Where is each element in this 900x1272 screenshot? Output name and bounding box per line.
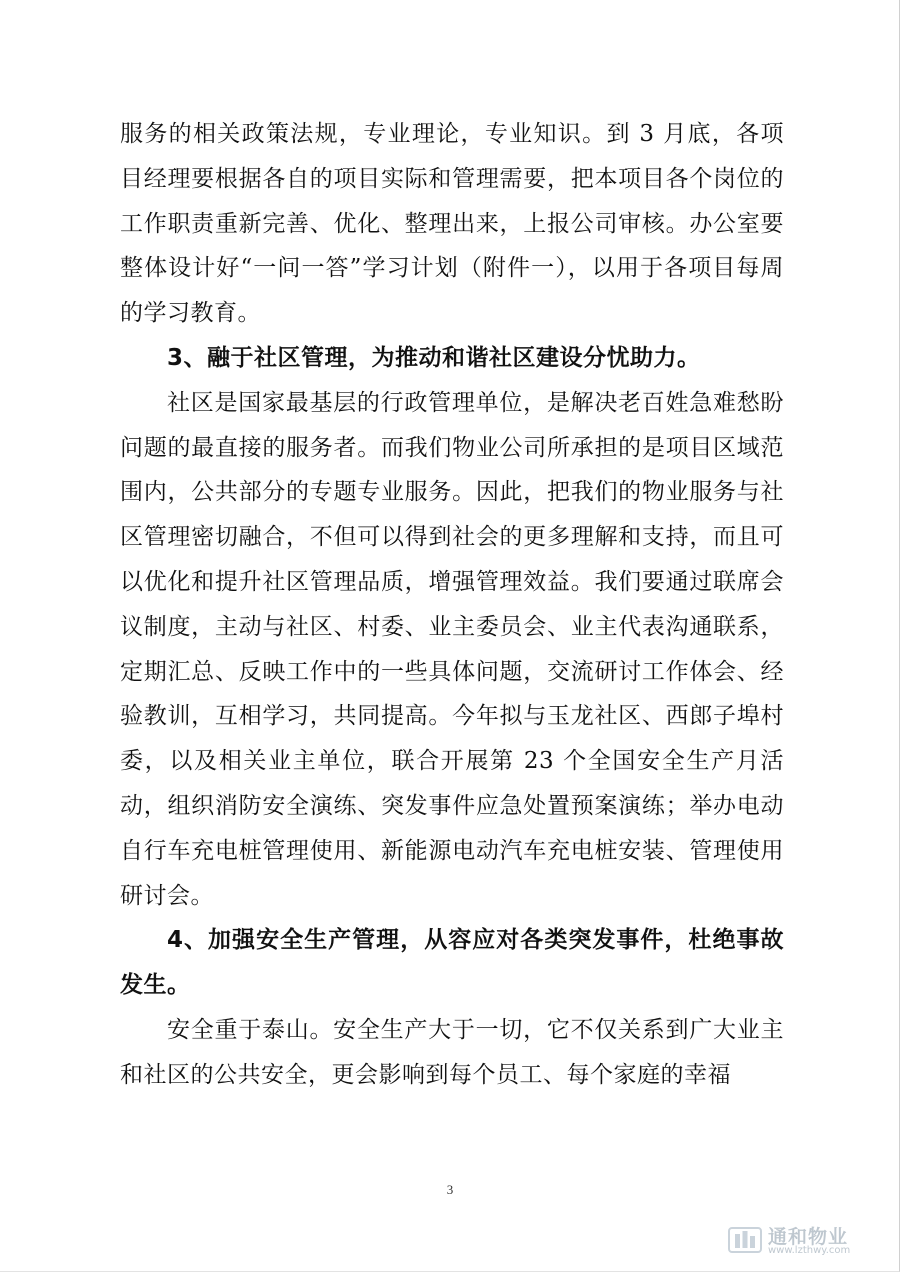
paragraph-safety: 安全重于泰山。安全生产大于一切，它不仅关系到广大业主和社区的公共安全，更会影响到每个员工、每个家庭的幸福 [120, 1016, 784, 1088]
building-logo-icon [728, 1224, 762, 1254]
paragraph-continued: 服务的相关政策法规，专业理论，专业知识。到 3 月底，各项目经理要根据各自的项目实际和管理需要，把本项目各个岗位的工作职责重新完善、优化、整理出来，上报公司审核。办公室要整体设计好“一问一答”学习计划（附件一），以用于各项目每周的学习教育。 [120, 121, 784, 327]
page-number: 3 [446, 1182, 454, 1197]
document-body [120, 112, 784, 1098]
section-heading-4: 4、加强安全生产管理，从容应对各类突发事件，杜绝事故发生。 [120, 927, 784, 999]
watermark-brand: 通和物业 [768, 1226, 849, 1248]
paragraph-community: 社区是国家最基层的行政管理单位，是解决老百姓急难愁盼问题的最直接的服务者。而我们物业公司所承担的是项目区域范围内，公共部分的专题专业服务。因此，把我们的物业服务与社区管理密切融合，不但可以得到社会的更多理解和支持，而且可以优化和提升社区管理品质，增强管理效益。我们要通过联席会议制度，主动与社区、村委、业主委员会、业主代表沟通联系，定期汇总、反映工作中的一些具体问题，交流研讨工作体会、经验教训，互相学习，共同提高。今年拟与玉龙社区、西郎子埠村委，以及相关业主单位，联合开展第 23 个全国安全生产月活动，组织消防安全演练、突发事件应急处置预案演练；举办电动自行车充电桩管理使用、新能源电动汽车充电桩安装、管理使用研讨会。 [120, 389, 784, 909]
watermark [728, 1222, 888, 1262]
section-heading-3: 3、融于社区管理，为推动和谐社区建设分忧助力。 [167, 344, 701, 371]
watermark-url: www.lzthwy.com [768, 1245, 851, 1256]
